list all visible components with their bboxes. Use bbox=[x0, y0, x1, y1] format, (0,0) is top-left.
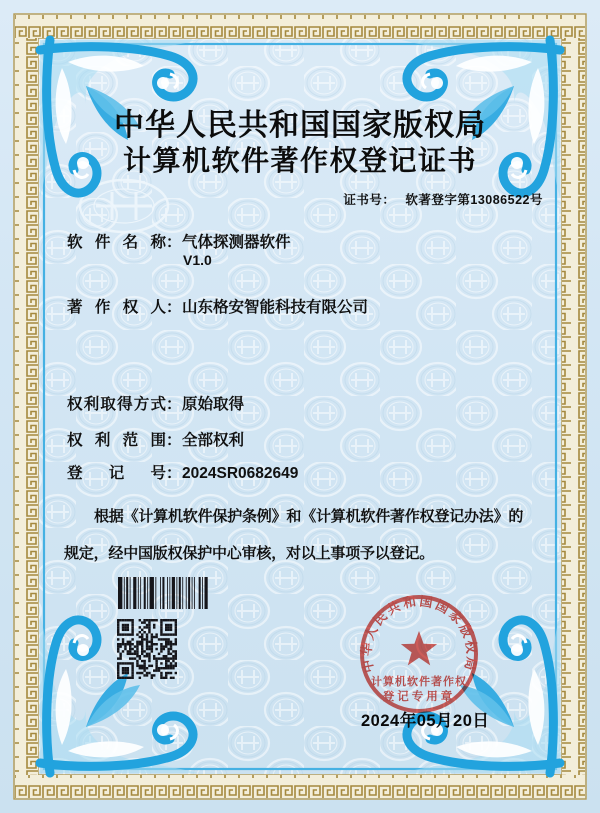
colon: ： bbox=[166, 396, 182, 413]
software-name-label: 软件名称 bbox=[67, 234, 166, 251]
rights-scope-label: 权利范围 bbox=[67, 432, 166, 449]
barcode bbox=[118, 577, 208, 609]
certificate-number bbox=[343, 190, 543, 208]
statement-line-1: 根据《计算机软件保护条例》和《计算机软件著作权登记办法》的 bbox=[94, 508, 524, 525]
star-icon bbox=[401, 631, 437, 665]
registration-number-value: 2024SR0682649 bbox=[182, 465, 299, 482]
qr-code bbox=[117, 619, 177, 679]
rights-scope-value: 全部权利 bbox=[182, 432, 245, 449]
field-copyright-owner bbox=[67, 295, 368, 317]
colon: ： bbox=[166, 234, 182, 251]
colon: ： bbox=[166, 299, 182, 316]
field-registration-number bbox=[67, 461, 298, 483]
seal-ring-text: 中华人民共和国国家版权局 bbox=[358, 593, 480, 675]
issuer-title: 中华人民共和国国家版权局 bbox=[114, 109, 486, 142]
statement-line-2: 规定，经中国版权保护中心审核，对以上事项予以登记。 bbox=[64, 545, 435, 562]
field-software-name bbox=[67, 230, 291, 252]
registration-number-label: 登记号 bbox=[67, 465, 166, 482]
colon: ： bbox=[166, 432, 182, 449]
certificate-number-label: 证书号： bbox=[343, 193, 396, 207]
field-rights-scope bbox=[67, 428, 244, 450]
registration-statement bbox=[64, 498, 550, 572]
colon: ： bbox=[166, 465, 182, 482]
seal-line-1: 计算机软件著作权 bbox=[371, 676, 467, 688]
copyright-owner-value: 山东格安智能科技有限公司 bbox=[182, 299, 369, 316]
certificate-title: 计算机软件著作权登记证书 bbox=[122, 146, 477, 177]
field-acquisition-method bbox=[67, 392, 244, 414]
certificate-number-value: 软著登字第13086522号 bbox=[405, 193, 543, 207]
acquisition-method-value: 原始取得 bbox=[182, 396, 245, 413]
copyright-owner-label: 著作权人 bbox=[67, 299, 166, 316]
software-name-value: 气体探测器软件 bbox=[182, 234, 291, 251]
seal-line-2: 登记专用章 bbox=[382, 691, 456, 703]
acquisition-method-label: 权利取得方式 bbox=[67, 396, 166, 413]
issue-date: 2024年05月20日 bbox=[361, 712, 490, 730]
software-version: V1.0 bbox=[183, 252, 212, 268]
